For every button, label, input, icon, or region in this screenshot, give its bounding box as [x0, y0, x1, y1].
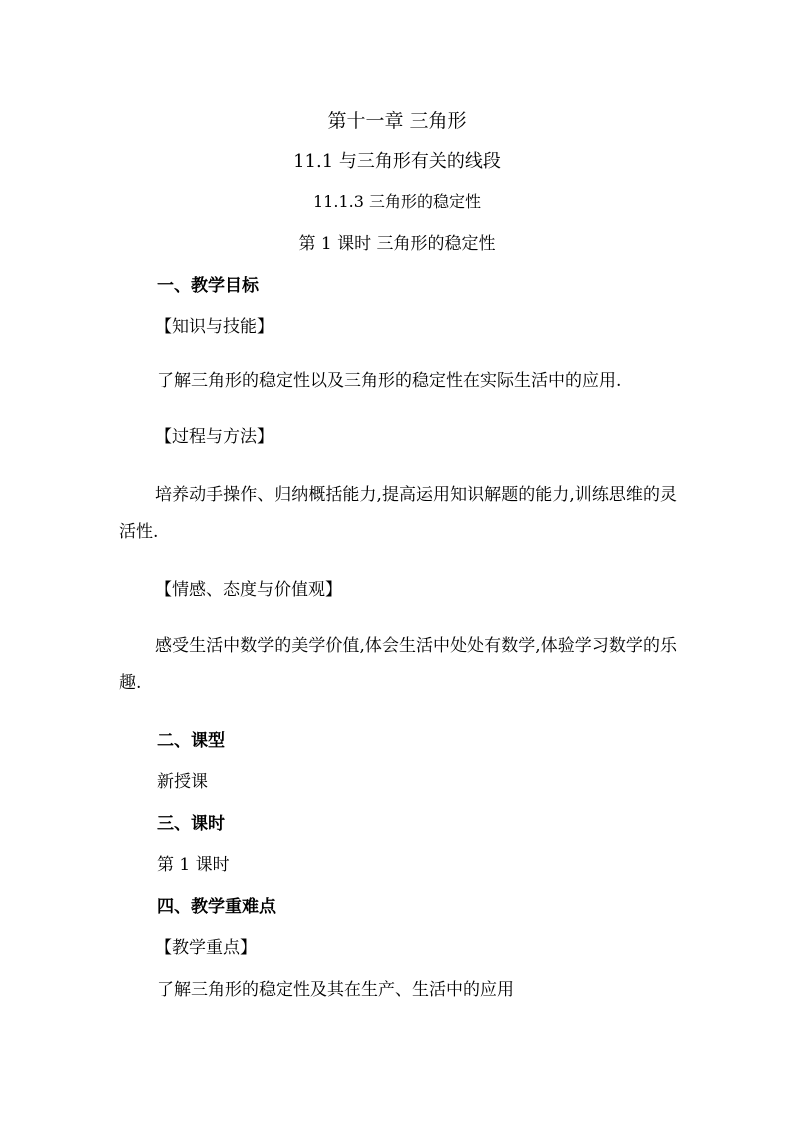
lesson-title: 第 1 课时 三角形的稳定性	[298, 234, 496, 254]
process-text: 培养动手操作、归纳概括能力,提高运用知识解题的能力,训练思维的灵活性.	[119, 485, 677, 542]
section-title: 11.1 与三角形有关的线段	[293, 151, 501, 172]
lesson-type-text: 新授课	[157, 772, 208, 792]
focus-text: 了解三角形的稳定性及其在生产、生活中的应用	[157, 980, 514, 1000]
emotion-label: 【情感、态度与价值观】	[155, 580, 342, 600]
knowledge-text: 了解三角形的稳定性以及三角形的稳定性在实际生活中的应用.	[157, 371, 622, 391]
subsection-title: 11.1.3 三角形的稳定性	[313, 192, 481, 211]
objectives-heading: 一、教学目标	[157, 276, 259, 296]
periods-text: 第 1 课时	[157, 855, 230, 875]
chapter-title: 第十一章 三角形	[327, 110, 467, 132]
emotion-text: 感受生活中数学的美学价值,体会生活中处处有数学,体验学习数学的乐趣.	[119, 636, 677, 693]
knowledge-label: 【知识与技能】	[155, 317, 274, 337]
key-points-heading: 四、教学重难点	[157, 897, 276, 917]
focus-label: 【教学重点】	[155, 938, 257, 958]
periods-heading: 三、课时	[157, 814, 225, 834]
process-label: 【过程与方法】	[155, 427, 274, 447]
lesson-type-heading: 二、课型	[157, 731, 225, 751]
